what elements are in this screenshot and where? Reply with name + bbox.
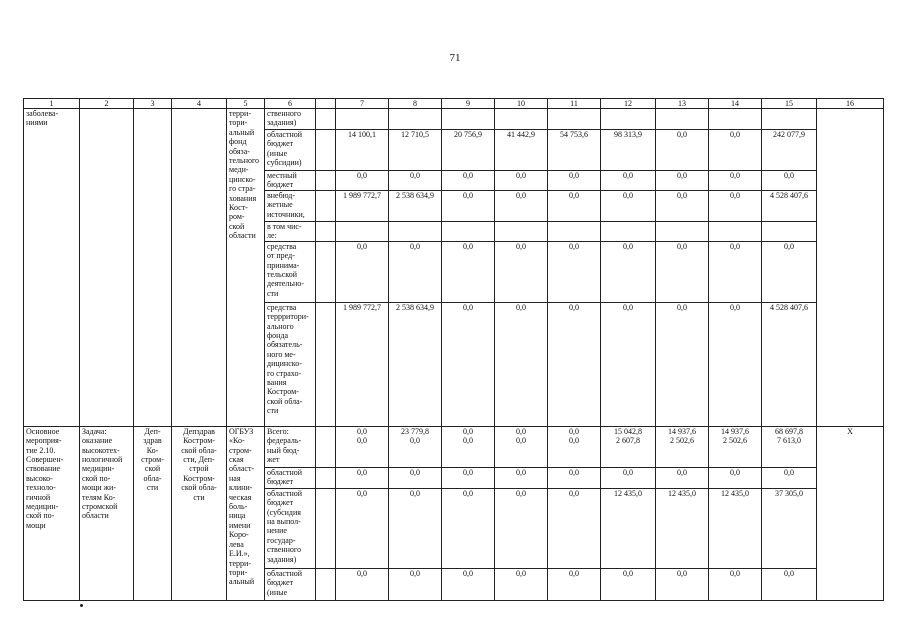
value-line: 0,0	[357, 436, 367, 446]
funding-source-cell: местный бюджет	[265, 171, 316, 191]
value-cell: 0,0	[762, 568, 817, 600]
value-cell: 41 442,9	[495, 130, 548, 171]
header-row	[24, 99, 884, 109]
value-cell: 0,0	[709, 130, 762, 171]
value-cell: 0,0	[762, 171, 817, 191]
value-cell	[762, 222, 817, 242]
value-cell: 2 538 634,9	[389, 191, 442, 222]
value-cell	[762, 109, 817, 130]
spacer-cell	[316, 191, 336, 222]
value-cell: 0,0	[442, 488, 495, 568]
value-cell: 0,0	[656, 302, 709, 426]
value-cell: 0,0	[656, 568, 709, 600]
value-cell: 20 756,9	[442, 130, 495, 171]
spacer-cell	[316, 302, 336, 426]
value-cell	[601, 109, 656, 130]
value-cell	[389, 426, 442, 467]
spacer-cell	[316, 488, 336, 568]
value-cell	[548, 109, 601, 130]
value-cell: 0,0	[495, 467, 548, 488]
value-cell	[548, 426, 601, 467]
co-executor-cell: Депздрав Костром- ской обла- сти, Деп- строй Костром- ской обла- сти	[172, 426, 227, 600]
header-cell: 3	[134, 99, 172, 109]
value-cell	[442, 109, 495, 130]
funding-source-cell: ственного задания)	[265, 109, 316, 130]
header-cell: 10	[495, 99, 548, 109]
value-line: 2 502,6	[723, 436, 747, 446]
spacer-cell	[316, 426, 336, 467]
header-cell: 15	[762, 99, 817, 109]
value-line: 0,0	[569, 436, 579, 446]
value-line: 15 042,8	[614, 426, 642, 436]
value-cell: 0,0	[601, 467, 656, 488]
value-cell	[762, 426, 817, 467]
header-cell: 8	[389, 99, 442, 109]
value-cell: 0,0	[389, 241, 442, 302]
value-cell: 1 989 772,7	[336, 191, 389, 222]
value-line: 0,0	[357, 426, 367, 436]
budget-table	[23, 98, 884, 601]
header-cell: 4	[172, 99, 227, 109]
value-line: 0,0	[516, 436, 526, 446]
value-cell	[709, 109, 762, 130]
value-cell: 0,0	[548, 488, 601, 568]
value-cell: 0,0	[709, 241, 762, 302]
value-cell: 12 435,0	[656, 488, 709, 568]
stray-dot	[80, 604, 83, 607]
value-cell: 2 538 634,9	[389, 302, 442, 426]
value-cell: 0,0	[442, 568, 495, 600]
value-cell	[548, 222, 601, 242]
value-cell: 54 753,6	[548, 130, 601, 171]
spacer-cell	[316, 109, 336, 130]
value-cell: 242 077,9	[762, 130, 817, 171]
value-cell	[709, 222, 762, 242]
funding-source-cell: Всего: федераль- ный бюд- жет	[265, 426, 316, 467]
value-cell: 0,0	[762, 467, 817, 488]
value-cell: 1 989 772,7	[336, 302, 389, 426]
header-cell: 13	[656, 99, 709, 109]
value-cell	[656, 222, 709, 242]
value-cell: 0,0	[548, 302, 601, 426]
spacer-cell	[316, 467, 336, 488]
value-cell: 0,0	[442, 191, 495, 222]
value-line: 0,0	[410, 436, 420, 446]
value-cell	[336, 109, 389, 130]
value-line: 14 937,6	[668, 426, 696, 436]
funding-source-cell: областной бюджет (иные субсидии)	[265, 130, 316, 171]
value-line: 0,0	[516, 426, 526, 436]
funding-source-cell: в том чис- ле:	[265, 222, 316, 242]
value-cell: 0,0	[495, 568, 548, 600]
funding-source-cell: областной бюджет (иные	[265, 568, 316, 600]
value-cell: 0,0	[656, 171, 709, 191]
value-cell: 0,0	[442, 241, 495, 302]
table-row	[24, 426, 884, 467]
empty-cell	[817, 109, 884, 427]
value-cell: 0,0	[601, 241, 656, 302]
value-cell: 0,0	[336, 488, 389, 568]
value-cell: 0,0	[389, 488, 442, 568]
empty-cell	[134, 109, 172, 427]
value-cell	[495, 222, 548, 242]
value-cell: 0,0	[442, 171, 495, 191]
value-cell: 0,0	[601, 568, 656, 600]
value-cell: 0,0	[548, 241, 601, 302]
value-cell: 0,0	[336, 241, 389, 302]
header-cell: 7	[336, 99, 389, 109]
value-cell	[442, 426, 495, 467]
header-cell: 11	[548, 99, 601, 109]
value-cell: 0,0	[548, 191, 601, 222]
value-cell: 0,0	[656, 130, 709, 171]
value-cell	[336, 222, 389, 242]
task-cell: Задача: оказание высокотех- нологичной медицин- ской по- мощи жи- телям Ко- стромской области	[80, 426, 134, 600]
empty-cell	[172, 109, 227, 427]
value-cell: 0,0	[548, 568, 601, 600]
value-line: 14 937,6	[721, 426, 749, 436]
value-cell	[389, 109, 442, 130]
value-cell: 0,0	[442, 302, 495, 426]
header-cell: 5	[227, 99, 265, 109]
value-cell: 0,0	[336, 171, 389, 191]
value-cell: 4 528 407,6	[762, 191, 817, 222]
spacer-cell	[316, 568, 336, 600]
value-cell: 0,0	[656, 191, 709, 222]
funding-source-cell: средства террритори- ального фонда обязатель- ного ме- дицинско- го страхо- вания Костром- ской обла- сти	[265, 302, 316, 426]
header-cell: 9	[442, 99, 495, 109]
value-line: 0,0	[463, 436, 473, 446]
funding-source-cell: областной бюджет	[265, 467, 316, 488]
spacer-cell	[316, 222, 336, 242]
value-cell: 0,0	[548, 171, 601, 191]
value-cell: 0,0	[389, 171, 442, 191]
value-cell: 98 313,9	[601, 130, 656, 171]
header-cell	[316, 99, 336, 109]
header-cell: 16	[817, 99, 884, 109]
value-cell: 0,0	[495, 488, 548, 568]
value-cell: 4 528 407,6	[762, 302, 817, 426]
value-cell: 0,0	[495, 241, 548, 302]
value-line: 23 779,8	[401, 426, 429, 436]
value-cell	[389, 222, 442, 242]
value-line: 0,0	[463, 426, 473, 436]
header-cell: 14	[709, 99, 762, 109]
spacer-cell	[316, 241, 336, 302]
event-name-cell: заболева- ниями	[24, 109, 80, 427]
spacer-cell	[316, 130, 336, 171]
value-line: 2 502,6	[670, 436, 694, 446]
value-cell	[709, 426, 762, 467]
value-cell: 12 710,5	[389, 130, 442, 171]
funding-source-cell: внебюд- жетные источники,	[265, 191, 316, 222]
executor-cell: ОГБУЗ «Ко- стром- ская област- ная клини- ческая боль- ница имени Коро- лева Е.И.», терри- тори- альный	[227, 426, 265, 600]
value-cell: 0,0	[709, 302, 762, 426]
value-line: 68 697,8	[775, 426, 803, 436]
value-cell: 0,0	[495, 302, 548, 426]
header-cell: 6	[265, 99, 316, 109]
value-line: 0,0	[569, 426, 579, 436]
empty-cell	[80, 109, 134, 427]
event-name-cell: Основное мероприя- тие 2.10. Совершен- ствование высоко- техноло- гичной медицин- ской по- мощи	[24, 426, 80, 600]
value-cell: 0,0	[656, 241, 709, 302]
value-cell	[336, 426, 389, 467]
value-cell: 0,0	[389, 568, 442, 600]
value-cell	[601, 426, 656, 467]
executor-cell: терри- тори- альный фонд обяза- тельного меди- цинско- го стра- хования Кост- ром- ской области	[227, 109, 265, 427]
funding-source-cell: областной бюджет (субсидия на выпол- нение государ- ственного задания)	[265, 488, 316, 568]
value-cell	[601, 222, 656, 242]
value-cell	[495, 109, 548, 130]
value-cell: 0,0	[548, 467, 601, 488]
value-cell: 0,0	[389, 467, 442, 488]
spacer-cell	[316, 171, 336, 191]
page-number: 71	[449, 52, 461, 64]
value-cell: 0,0	[601, 191, 656, 222]
table-row	[24, 109, 884, 130]
value-cell	[656, 109, 709, 130]
mark-cell: X	[817, 426, 884, 600]
value-cell: 0,0	[601, 171, 656, 191]
value-cell: 0,0	[709, 171, 762, 191]
funding-source-cell: средства от пред- принима- тельской деятельно- сти	[265, 241, 316, 302]
value-cell: 0,0	[601, 302, 656, 426]
value-cell: 12 435,0	[601, 488, 656, 568]
value-cell: 0,0	[709, 191, 762, 222]
responsible-cell: Деп- здрав Ко- стром- ской обла- сти	[134, 426, 172, 600]
value-cell: 0,0	[442, 467, 495, 488]
value-cell: 0,0	[336, 568, 389, 600]
value-cell: 14 100,1	[336, 130, 389, 171]
value-cell: 12 435,0	[709, 488, 762, 568]
value-cell	[495, 426, 548, 467]
value-cell: 0,0	[495, 191, 548, 222]
value-cell: 37 305,0	[762, 488, 817, 568]
value-cell: 0,0	[656, 467, 709, 488]
value-cell: 0,0	[709, 568, 762, 600]
value-cell: 0,0	[762, 241, 817, 302]
value-cell	[442, 222, 495, 242]
value-cell	[656, 426, 709, 467]
header-cell: 1	[24, 99, 80, 109]
value-cell: 0,0	[336, 467, 389, 488]
value-line: 7 613,0	[777, 436, 801, 446]
value-cell: 0,0	[709, 467, 762, 488]
header-cell: 12	[601, 99, 656, 109]
header-cell: 2	[80, 99, 134, 109]
value-line: 2 607,8	[616, 436, 640, 446]
value-cell: 0,0	[495, 171, 548, 191]
